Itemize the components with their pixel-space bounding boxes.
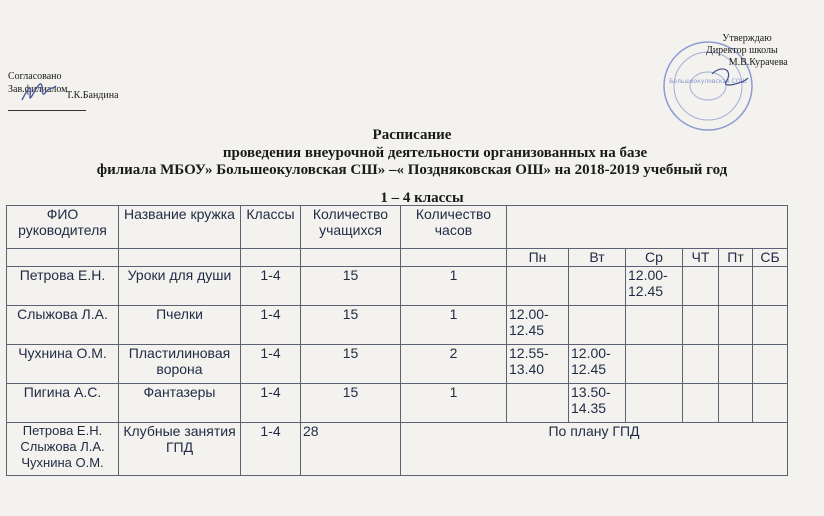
document-subtitle: проведения внеурочной деятельности организованных на базе [222,145,648,161]
leader-name: Петрова Е.Н. [22,423,103,438]
tue-cell: 12.00-12.45 [569,345,626,384]
signature-line [8,110,86,111]
classes-cell: 1-4 [241,384,301,423]
tue-cell [569,267,626,306]
mon-cell: 12.00-12.45 [507,306,569,345]
hours-cell: 1 [401,267,507,306]
wed-cell [626,384,683,423]
schedule-table [6,205,788,476]
document-subtitle-2: филиала МБОУ» Большеокуловская СШ» –« Поздняковская ОШ» на 2018-2019 учебный год [96,162,728,178]
header-row [7,206,788,249]
grades-label: 1 – 4 классы [380,190,464,206]
students-cell: 15 [301,345,401,384]
club-cell: Пластилиновая ворона [119,345,241,384]
director-name: М.В.Курачева [728,57,788,68]
hours-cell: 1 [401,384,507,423]
col-students: Количество учащихся [301,206,401,249]
club-cell: Уроки для души [119,267,241,306]
signature-left [18,78,58,106]
students-cell: 28 [301,423,401,476]
classes-cell: 1-4 [241,306,301,345]
leader-name: Слыжова Л.А. [20,439,105,454]
head-of-branch-label: Зав.филиалом [8,84,68,95]
col-leader: ФИО руководителя [7,206,119,249]
director-role: Директор школы [706,45,778,56]
club-cell: Клубные занятия ГПД [119,423,241,476]
col-club: Название кружка [119,206,241,249]
col-hours: Количество часов [401,206,507,249]
stamp-text: Большеокуловская СОШ [669,78,747,85]
approval-right [700,33,788,69]
col-days-group [507,206,788,249]
club-cell: Фантазеры [119,384,241,423]
col-classes: Классы [241,206,301,249]
tue-cell: 13.50-14.35 [569,384,626,423]
schedule-cell: По плану ГПД [401,423,788,476]
hours-cell: 1 [401,306,507,345]
agreed-label: Согласовано [8,71,62,82]
table-row [7,345,788,384]
students-cell: 15 [301,384,401,423]
leader-cell: Петрова Е.Н. [7,267,119,306]
day-thu: ЧТ [683,249,719,267]
mon-cell [507,267,569,306]
day-tue: Вт [569,249,626,267]
classes-cell: 1-4 [241,423,301,476]
day-mon: Пн [507,249,569,267]
leader-name: Чухнина О.М. [21,455,104,470]
wed-cell [626,306,683,345]
table-row [7,306,788,345]
leaders-cell [7,423,119,476]
leader-cell: Чухнина О.М. [7,345,119,384]
club-cell: Пчелки [119,306,241,345]
table-row [7,423,788,476]
classes-cell: 1-4 [241,267,301,306]
table-row [7,384,788,423]
mon-cell: 12.55-13.40 [507,345,569,384]
document-title: Расписание [372,127,452,143]
head-of-branch-name: Т.К.Бандина [66,90,119,101]
wed-cell [626,345,683,384]
leader-cell: Пигина А.С. [7,384,119,423]
day-sat: СБ [753,249,788,267]
day-wed: Ср [626,249,683,267]
leader-cell: Слыжова Л.А. [7,306,119,345]
hours-cell: 2 [401,345,507,384]
mon-cell [507,384,569,423]
day-fri: Пт [719,249,753,267]
days-row [7,249,788,267]
classes-cell: 1-4 [241,345,301,384]
students-cell: 15 [301,306,401,345]
tue-cell [569,306,626,345]
approved-label: Утверждаю [722,33,772,44]
students-cell: 15 [301,267,401,306]
wed-cell: 12.00-12.45 [626,267,683,306]
table-row [7,267,788,306]
